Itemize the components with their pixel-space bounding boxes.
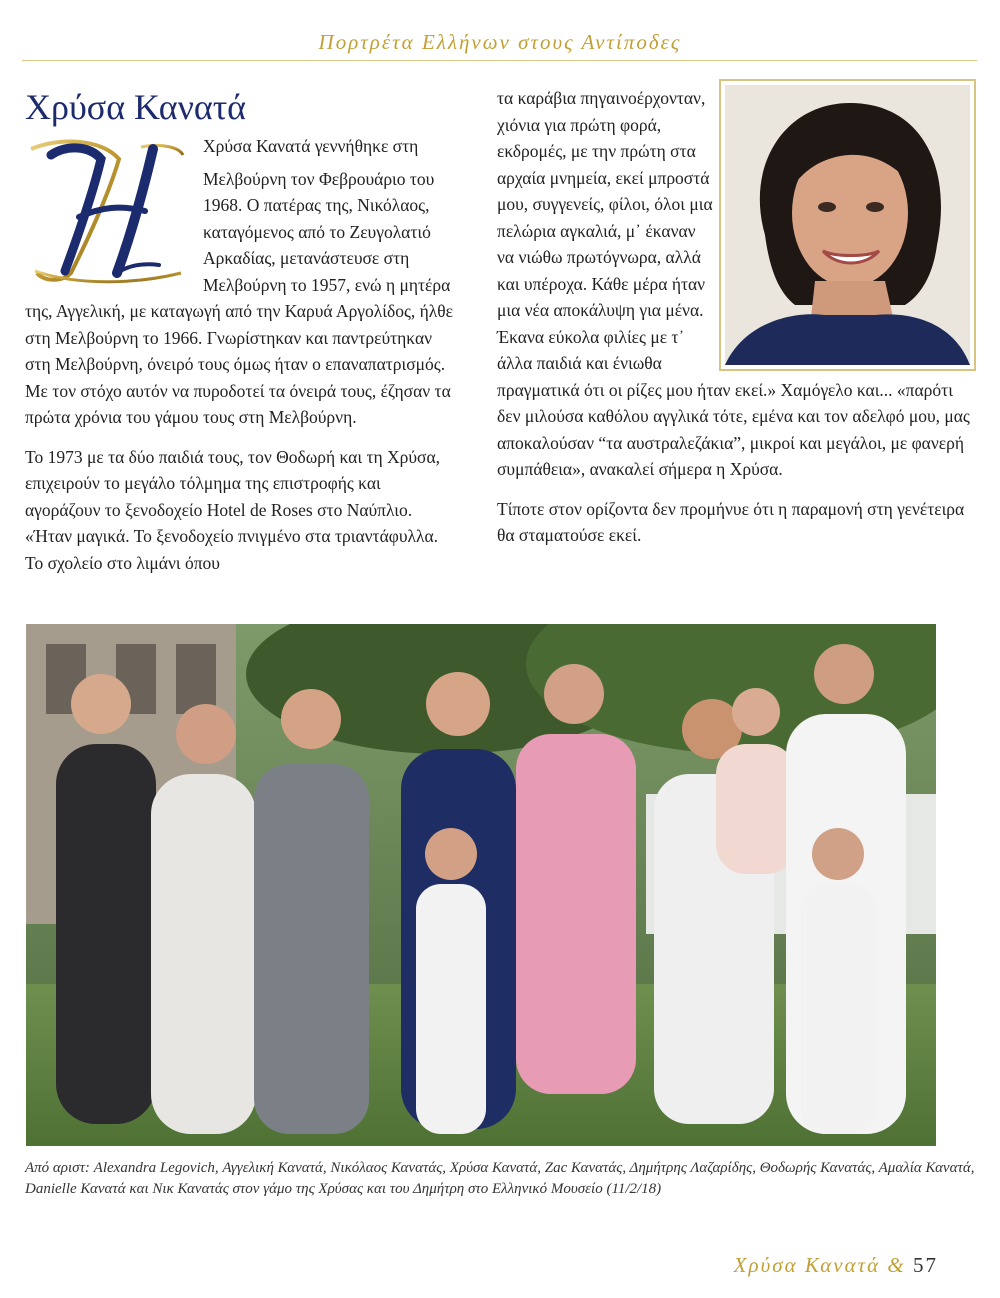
group-photo xyxy=(26,624,936,1146)
paragraph-2: Το 1973 με τα δύο παιδιά τους, τον Θοδωρή και τη Χρύσα, επιχειρούν το μεγάλο τόλμημα της επιστροφής και αγοράζουν το ξενοδοχείο Hotel de Roses στο Ναύπλιο. «Ήταν μαγικά. Το ξενοδοχείο πνιγμένο στα τριαντάφυλλα. Το σχολείο στο λιμάνι όπου xyxy=(25,446,441,573)
text-column-left xyxy=(25,133,457,576)
text-column-right xyxy=(497,85,970,549)
photo-caption: Από αριστ: Alexandra Legovich, Αγγελική Κανατά, Νικόλαος Κανατάς, Χρύσα Κανατά, Zac Κανατάς, Δημήτρης Λαζαρίδης, Θοδωρής Κανατάς, Αμαλία Κανατά, Danielle Κανατά και Νικ Κανατάς στον γάμο της Χρύσας και του Δημήτρη στο Ελληνικό Μουσείο (11/2/18) xyxy=(25,1160,975,1197)
header-rule xyxy=(22,60,977,61)
portrait-image xyxy=(725,85,970,365)
article-title: Χρύσα Κανατά xyxy=(25,87,247,127)
paragraph-3: τα καράβια πηγαινοέρχονταν, χιόνια για πρώτη φορά, εκδρομές, με την πρώτη στα αρχαία μνημεία, εκεί μπροστά μου, συγγενείς, φίλοι, όλοι μια πελώρια αγκαλιά, μ᾽ έκαναν να νιώθω πρωτόγνωρα, αλλά και υπέροχα. Κάθε μέρα ήταν μια νέα αποκάλυψη για μένα. Έκανα εύκολα φιλίες με τ᾽ άλλα παιδιά και ένιωθα πραγματικά ότι οι ρίζες μου ήταν εκεί.» Χαμόγελο και... «παρότι δεν μιλούσα καθόλου αγγλικά τότε, εμένα και τον αδελφό μου, μας αποκαλούσαν “τα αυστραλεζάκια”, μικροί και μεγάλοι, με φανερή συμπάθεια», ανακαλεί σήμερα η Χρύσα. xyxy=(497,88,970,479)
group-photo-image xyxy=(26,624,936,1146)
portrait-photo xyxy=(725,85,970,365)
page-number: 57 xyxy=(913,1253,938,1277)
footer-name: Χρύσα Κανατά xyxy=(733,1253,881,1277)
dropcap-letter xyxy=(21,133,193,285)
paragraph-1-text: Χρύσα Κανατά γεννήθηκε στη Μελβούρνη τον Φεβρουάριο του 1968. Ο πατέρας της, Νικόλαος, καταγόμενος από το Ζευγολατιό Αρκαδίας, μετανάστευσε στη Μελβούρνη το 1957, ενώ η μητέρα της, Αγγελική, με καταγωγή από την Καρυά Αργολίδος, ήλθε στη Μελβούρνη το 1966. Γνωρίστηκαν και παντρεύτηκαν στη Μελβούρνη, όνειρό τους όμως ήταν ο επαναπατρισμός. Με τον στόχο αυτόν να πυροδοτεί τα όνειρά τους, έζησαν τα πρώτα χρόνια του γάμου τους στη Μελβούρνη. xyxy=(25,136,454,427)
running-header: Πορτρέτα Ελλήνων στους Αντίποδες xyxy=(318,30,682,54)
page-footer xyxy=(734,1253,938,1278)
footer-ampersand: & xyxy=(887,1253,906,1277)
paragraph-4: Τίποτε στον ορίζοντα δεν προμήνυε ότι η παραμονή στη γενέτειρα θα σταματούσε εκεί. xyxy=(497,498,965,545)
